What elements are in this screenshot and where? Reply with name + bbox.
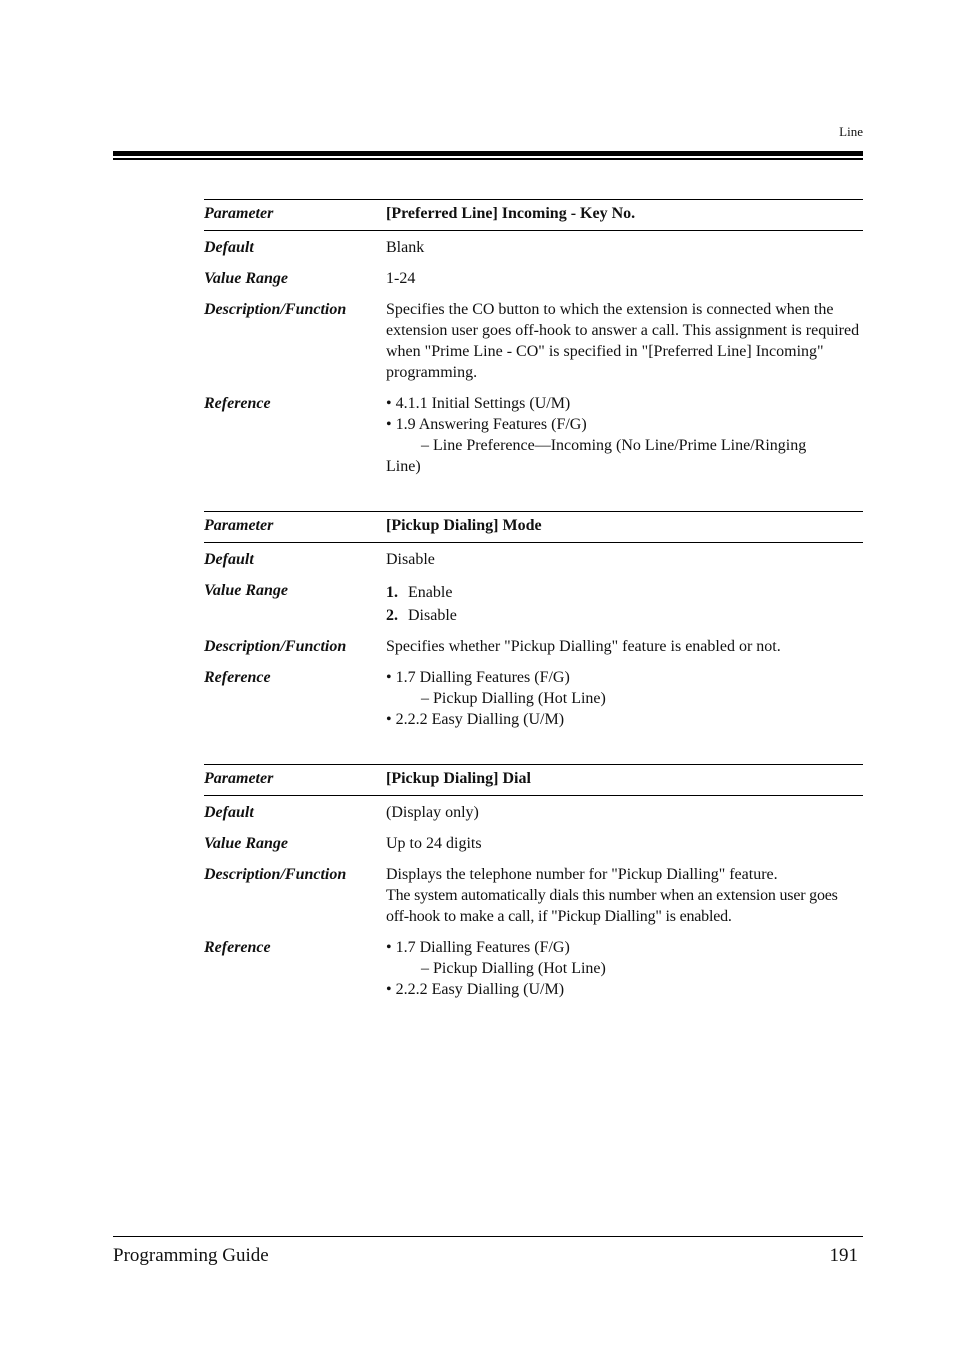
default-label: Default (204, 551, 254, 568)
reference-list (386, 667, 863, 730)
running-header: Line (839, 124, 863, 139)
header-rule (113, 151, 863, 156)
reference-item: • 2.2.2 Easy Dialling (U/M) (386, 981, 565, 998)
description-label: Description/Function (204, 638, 347, 655)
default-row (204, 234, 863, 265)
default-row (204, 546, 863, 577)
description-row (204, 861, 863, 934)
value-range-label: Value Range (204, 835, 289, 852)
reference-subitem: – Pickup Dialling (Hot Line) (421, 690, 606, 707)
value-range-label: Value Range (204, 270, 289, 287)
value-range-value: Up to 24 digits (386, 835, 482, 852)
range-option-number: 2. (386, 607, 398, 624)
reference-label: Reference (204, 669, 271, 686)
range-option-text: Enable (408, 584, 453, 601)
description-label: Description/Function (204, 301, 347, 318)
range-option (386, 582, 863, 603)
value-range-label: Value Range (204, 582, 289, 599)
default-row (204, 799, 863, 830)
value-range-row (204, 577, 863, 633)
footer-rule (113, 1236, 863, 1237)
parameter-table-preferred-line (204, 199, 863, 484)
reference-list (386, 937, 863, 1000)
parameter-label: Parameter (204, 517, 274, 534)
parameter-value: [Pickup Dialing] Mode (386, 517, 542, 534)
parameter-table-pickup-dial (204, 764, 863, 1007)
reference-item: • 1.7 Dialling Features (F/G) (386, 939, 570, 956)
value-range-row (204, 830, 863, 861)
parameter-value: [Pickup Dialing] Dial (386, 770, 531, 787)
default-label: Default (204, 804, 254, 821)
reference-row (204, 664, 863, 737)
value-range-value: 1-24 (386, 270, 416, 287)
range-option-number: 1. (386, 584, 398, 601)
parameter-row (204, 199, 863, 231)
description-value (386, 864, 863, 927)
reference-item: • 2.2.2 Easy Dialling (U/M) (386, 711, 565, 728)
default-value: (Display only) (386, 804, 479, 821)
description-line: The system automatically dials this number when an extension user goes off-hook to make a call, if "Pickup Dialling" is enabled. (386, 887, 838, 925)
range-option (386, 605, 863, 626)
description-row (204, 296, 863, 390)
reference-item: • 1.9 Answering Features (F/G) (386, 416, 587, 433)
reference-item: • 4.1.1 Initial Settings (U/M) (386, 395, 571, 412)
description-row (204, 633, 863, 664)
page-number: 191 (829, 1245, 858, 1266)
reference-subitem: – Line Preference—Incoming (No Line/Prime Line/Ringing (421, 437, 807, 454)
reference-label: Reference (204, 939, 271, 956)
value-range-row (204, 265, 863, 296)
reference-subitem: – Pickup Dialling (Hot Line) (421, 960, 606, 977)
default-value: Disable (386, 551, 435, 568)
parameter-label: Parameter (204, 770, 274, 787)
reference-row (204, 934, 863, 1007)
parameter-label: Parameter (204, 205, 274, 222)
parameter-value: [Preferred Line] Incoming - Key No. (386, 205, 636, 222)
reference-list (386, 393, 863, 477)
reference-row (204, 390, 863, 484)
reference-item-continuation: Line) (386, 458, 421, 475)
reference-label: Reference (204, 395, 271, 412)
description-value: Specifies the CO button to which the extension is connected when the extension user goes off-hook to answer a call. This assignment is required when "Prime Line - CO" is specified in "[Preferred Line] Incoming" programming. (386, 301, 860, 381)
footer-title: Programming Guide (113, 1245, 269, 1266)
header-rule-thin (113, 158, 863, 160)
description-value: Specifies whether "Pickup Dialling" feature is enabled or not. (386, 638, 781, 655)
default-label: Default (204, 239, 254, 256)
description-label: Description/Function (204, 866, 347, 883)
parameter-table-pickup-mode (204, 511, 863, 737)
description-line: Displays the telephone number for "Pickup Dialling" feature. (386, 866, 778, 883)
value-range-list (386, 580, 863, 626)
parameter-row (204, 764, 863, 796)
default-value: Blank (386, 239, 425, 256)
parameter-row (204, 511, 863, 543)
reference-item: • 1.7 Dialling Features (F/G) (386, 669, 570, 686)
range-option-text: Disable (408, 607, 457, 624)
